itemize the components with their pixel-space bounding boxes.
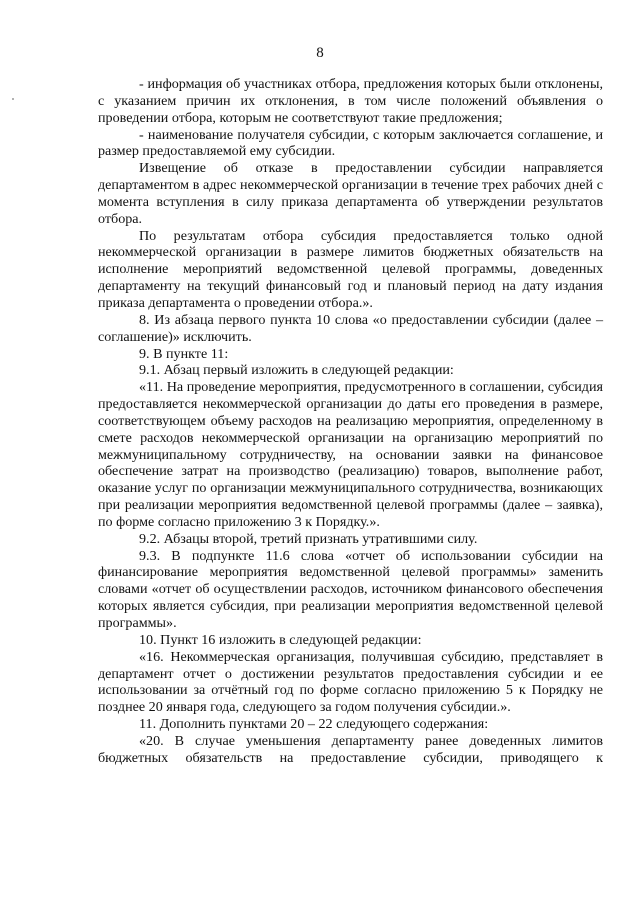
paragraph: - информация об участниках отбора, предложения которых были отклонены, с указанием причин их отклонения, в том числе положений объявления о проведении отбора, которым не соответствуют такие предложения; — [98, 76, 603, 126]
paragraph: «20. В случае уменьшения департаменту ранее доведенных лимитов бюджетных обязательств на предоставление субсидии, приводящего к — [98, 732, 603, 766]
paragraph: - наименование получателя субсидии, с которым заключается соглашение, и размер предоставляемой ему субсидии. — [98, 126, 603, 160]
paragraph: 9.3. В подпункте 11.6 слова «отчет об использовании субсидии на финансирование мероприятия ведомственной целевой программы» заменить словами «отчет об осуществлении расходов, источником финансового обеспечения которых является субсидия, при реализации мероприятия ведомственной целевой программы». — [98, 547, 603, 631]
scan-speck — [12, 98, 14, 100]
paragraph: 11. Дополнить пунктами 20 – 22 следующего содержания: — [139, 716, 489, 733]
paragraph: Извещение об отказе в предоставлении субсидии направляется департаментом в адрес некоммерческой организации в течение трех рабочих дней с момента вступления в силу приказа департамента об утверждении результатов отбора. — [98, 160, 603, 227]
paragraph: «11. На проведение мероприятия, предусмотренного в соглашении, субсидия предоставляется некоммерческой организации до даты его проведения в размере, соответствующем объему расходов на реализацию мероприятия, определенному в смете расходов некоммерческой организации на организацию мероприятий по межмуниципальному сотрудничеству, на основании заявки на финансовое обеспечение затрат на производство (реализацию) товаров, выполнение работ, оказание услуг по организации межмуниципального сотрудничества, возникающих при реализации мероприятия ведомственной целевой программы (далее – заявка), по форме согласно приложению 3 к Порядку.». — [98, 379, 603, 530]
page-number: 8 — [316, 45, 324, 61]
paragraph: 9.2. Абзацы второй, третий признать утратившими силу. — [139, 530, 478, 547]
paragraph: 10. Пункт 16 изложить в следующей редакции: — [139, 631, 422, 648]
paragraph: 9. В пункте 11: — [139, 345, 229, 362]
paragraph: 8. Из абзаца первого пункта 10 слова «о предоставлении субсидии (далее – соглашение)» исключить. — [98, 311, 603, 345]
paragraph: По результатам отбора субсидия предоставляется только одной некоммерческой организации в размере лимитов бюджетных обязательств на исполнение мероприятий ведомственной целевой программы, доведенных департаменту на текущий финансовый год и плановый период на дату издания приказа департамента о проведении отбора.». — [98, 227, 603, 311]
paragraph: «16. Некоммерческая организация, получившая субсидию, представляет в департамент отчет о достижении результатов предоставления субсидии и ее использовании за отчётный год по форме согласно приложению 5 к Порядку не позднее 20 января года, следующего за годом получения субсидии.». — [98, 648, 603, 716]
paragraph: 9.1. Абзац первый изложить в следующей редакции: — [139, 362, 454, 379]
document-body — [98, 76, 603, 767]
